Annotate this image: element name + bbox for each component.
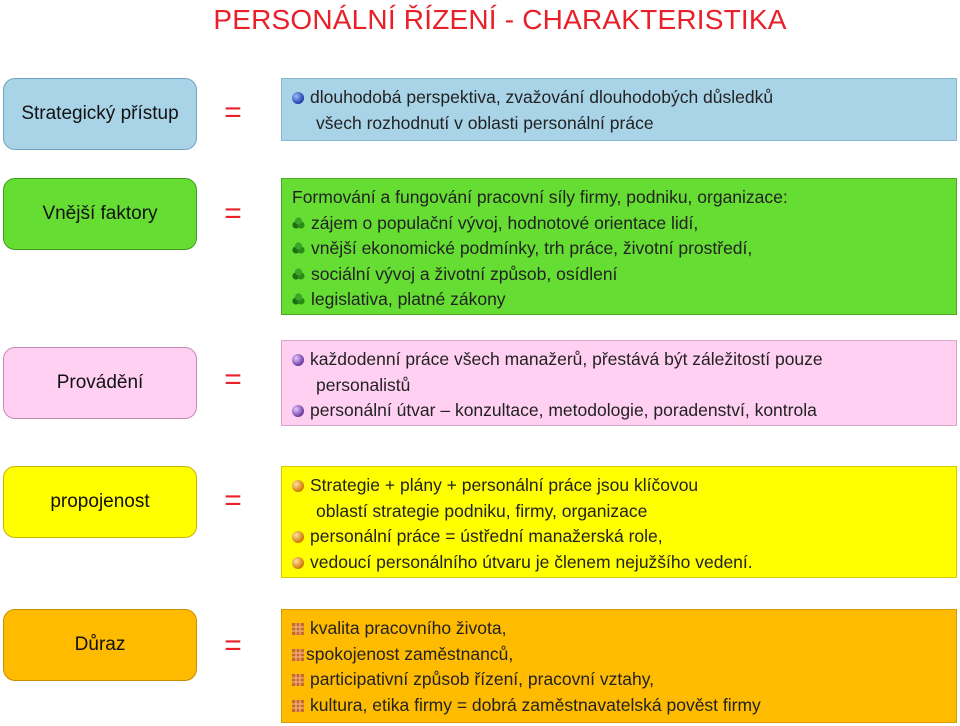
list-item: sociální vývoj a životní způsob, osídlení	[292, 262, 946, 288]
orange-sphere-bullet-icon	[292, 557, 304, 569]
label-duraz	[3, 609, 197, 681]
textured-square-bullet-icon	[292, 649, 304, 661]
content-box-strategicky-pristup	[281, 78, 957, 141]
label-text: Strategický přístup	[21, 103, 179, 124]
label-text: propojenost	[50, 491, 150, 512]
orange-sphere-bullet-icon	[292, 480, 304, 492]
content-box-vnejsi-faktory	[281, 178, 957, 315]
orange-sphere-bullet-icon	[292, 531, 304, 543]
textured-square-bullet-icon	[292, 700, 304, 712]
green-cluster-bullet-icon	[292, 242, 305, 255]
equals-sign: =	[224, 197, 242, 230]
equals-sign: =	[224, 484, 242, 517]
label-propojenost	[3, 466, 197, 538]
blue-sphere-bullet-icon	[292, 92, 304, 104]
page-title: PERSONÁLNÍ ŘÍZENÍ - CHARAKTERISTIKA	[213, 4, 787, 35]
list-item: personální útvar – konzultace, metodologie, poradenství, kontrola	[292, 398, 946, 424]
list-item: legislativa, platné zákony	[292, 287, 946, 313]
list-item: vedoucí personálního útvaru je členem nejužšího vedení.	[292, 550, 946, 576]
content-box-duraz	[281, 609, 957, 723]
list-item: spokojenost zaměstnanců,	[292, 642, 946, 668]
green-cluster-bullet-icon	[292, 217, 305, 230]
equals-sign: =	[224, 629, 242, 662]
list-item: Strategie + plány + personální práce jsou klíčovou	[292, 473, 946, 499]
box-intro: Formování a fungování pracovní síly firmy, podniku, organizace:	[292, 187, 788, 207]
content-box-propojenost	[281, 466, 957, 578]
label-text: Provádění	[56, 372, 144, 393]
list-item: vnější ekonomické podmínky, trh práce, životní prostředí,	[292, 236, 946, 262]
green-cluster-bullet-icon	[292, 293, 305, 306]
list-item-continuation: všech rozhodnutí v oblasti personální práce	[316, 112, 654, 133]
list-item: kvalita pracovního života,	[292, 616, 946, 642]
label-provadeni	[3, 347, 197, 419]
list-item: personální práce = ústřední manažerská role,	[292, 524, 946, 550]
list-item-continuation: oblastí strategie podniku, firmy, organizace	[316, 500, 648, 521]
label-vnejsi-faktory	[3, 178, 197, 250]
list-item: kultura, etika firmy = dobrá zaměstnavatelská pověst firmy	[292, 693, 946, 719]
textured-square-bullet-icon	[292, 623, 304, 635]
equals-sign: =	[224, 363, 242, 396]
list-item: dlouhodobá perspektiva, zvažování dlouhodobých důsledků	[292, 85, 946, 111]
list-item-continuation: personalistů	[316, 374, 411, 395]
equals-sign: =	[224, 96, 242, 129]
list-item: participativní způsob řízení, pracovní vztahy,	[292, 667, 946, 693]
label-text: Důraz	[74, 634, 126, 655]
content-box-provadeni	[281, 340, 957, 426]
label-strategicky-pristup	[3, 78, 197, 150]
textured-square-bullet-icon	[292, 674, 304, 686]
list-item: každodenní práce všech manažerů, přestává být záležitostí pouze	[292, 347, 946, 373]
green-cluster-bullet-icon	[292, 268, 305, 281]
purple-sphere-bullet-icon	[292, 405, 304, 417]
label-text: Vnější faktory	[42, 203, 158, 224]
list-item: zájem o populační vývoj, hodnotové orientace lidí,	[292, 211, 946, 237]
purple-sphere-bullet-icon	[292, 354, 304, 366]
